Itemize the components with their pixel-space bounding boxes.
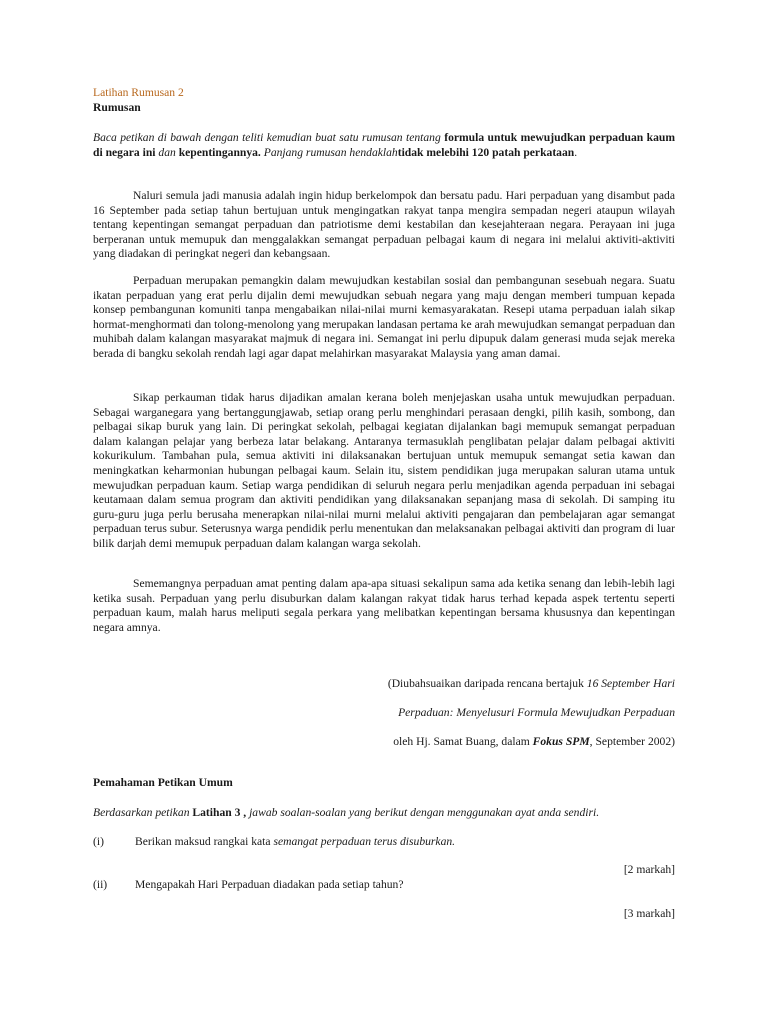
section-title: Rumusan <box>93 101 141 114</box>
passage-paragraph-2: Perpaduan merupakan pemangkin dalam mewujudkan kestabilan sosial dan pembangunan sesebuah negara. Suatu ikatan perpaduan yang erat perlu dijalin demi mewujudkan sebuah negara yang maju dengan memberi tumpuan kepada konsep pembangunan komuniti tanpa mengabaikan nilai-nilai murni kemasyarakatan. Resepi utama perpaduan ialah sikap hormat-menghormati dan tolong-menolong yang merupakan landasan pertama ke arah mewujudkan semangat perpaduan dan muhibah dalam kalangan masyarakat majmuk di negara ini. Semangat ini perlu dipupuk dalam generasi muda sejak mereka berada di bangku sekolah rendah lagi agar dapat melahirkan masyarakat Malaysia yang aman damai. <box>93 274 675 360</box>
question-2-number: (ii) <box>93 878 108 891</box>
source-line-3 <box>93 735 675 750</box>
comprehension-title: Pemahaman Petikan Umum <box>93 776 233 789</box>
comprehension-instr-bold: Latihan 3 , <box>192 806 247 819</box>
exercise-label: Latihan Rumusan 2 <box>93 86 184 99</box>
question-1-plain: Berikan maksud rangkai kata <box>135 835 274 848</box>
comprehension-instr-1: Berdasarkan petikan <box>93 806 193 819</box>
source-author: oleh Hj. Samat Buang, dalam <box>393 735 533 748</box>
passage-paragraph-1: Naluri semula jadi manusia adalah ingin hidup berkelompok dan bersatu padu. Hari perpaduan yang disambut pada 16 September pada setiap tahun bertujuan untuk mengingatkan rakyat tanpa mengira sempadan negeri ataupun wilayah tentang kepentingan semangat perpaduan dan patriotisme demi kestabilan dan kesejahteraan negara. Perayaan ini juga berperanan untuk memupuk dan menggalakkan semangat perpaduan pelbagai kaum di negara ini melalui aktiviti-aktiviti yang diadakan di peringkat negeri dan kebangsaan. <box>93 189 675 261</box>
source-publication: Fokus SPM <box>532 735 590 748</box>
instruction-text-3: Panjang rumusan hendaklah <box>260 145 398 159</box>
comprehension-instruction <box>93 806 675 821</box>
instruction-text-2: dan <box>155 145 179 159</box>
passage-paragraph-4: Sememangnya perpaduan amat penting dalam apa-apa situasi sekalipun sama ada ketika senang dan lebih-lebih lagi ketika susah. Perpaduan yang perlu disuburkan dalam kalangan rakyat tidak harus terhad kepada aspek tertentu seperti perpaduan kaum, malah harus meliputi segala perkara yang melibatkan kepentingan bersama khususnya dan kepentingan negara amnya. <box>93 577 675 634</box>
question-1-number: (i) <box>93 835 104 848</box>
source-text-1: (Diubahsuaikan daripada rencana bertajuk <box>387 677 587 690</box>
instruction-bold-2: kepentingannya. <box>178 145 261 159</box>
instruction-end: . <box>574 145 578 159</box>
passage-paragraph-3: Sikap perkauman tidak harus dijadikan amalan kerana boleh menjejaskan usaha untuk mewujudkan perpaduan. Sebagai warganegara yang bertanggungjawab, setiap orang perlu menghindari perasaan dengki, pilih kasih, sombong, dan pelbagai sikap buruk yang lain. Di peringkat sekolah, pelbagai kegiatan dijalankan bagi memupuk semangat perpaduan dalam kalangan pelajar yang berbeza latar belakang. Antaranya termasuklah penglibatan pelajar dalam pelbagai aktiviti kokurikulum. Tambahan pula, semua aktiviti ini dilaksanakan bertujuan untuk memupuk semangat setia kawan dan meningkatkan keharmonian hubungan pelbagai kaum. Selain itu, sistem pendidikan juga merupakan saluran utama untuk mewujudkan perpaduan kaum. Setiap warga pendidikan di seluruh negara perlu menjadikan agenda perpaduan ini sebagai keutamaan dalam semua program dan aktiviti pendidikan yang dilaksanakan sepanjang masa di sekolah. Di samping itu guru-guru juga perlu berusaha menerapkan nilai-nilai murni melalui aktiviti pengajaran dan pembelajaran agar semangat perpaduan terus subur. Seterusnya warga pendidik perlu menentukan dan melaksanakan pelbagai aktiviti dan program di luar bilik darjah demi memupuk perpaduan dalam kalangan warga sekolah. <box>93 391 675 550</box>
question-2-marks: [3 markah] <box>623 907 675 920</box>
instruction-text-1: Baca petikan di bawah dengan teliti kemudian buat satu rumusan tentang <box>93 131 445 144</box>
source-line-2: Perpaduan: Menyelusuri Formula Mewujudkan Perpaduan <box>398 706 675 719</box>
question-1-text <box>135 835 455 850</box>
source-title-1: 16 September Hari <box>586 677 675 690</box>
question-1-marks: [2 markah] <box>623 863 675 876</box>
source-date: , September 2002) <box>589 735 675 748</box>
comprehension-instr-2: jawab soalan-soalan yang berikut dengan menggunakan ayat anda sendiri. <box>246 806 600 819</box>
question-1-italic: semangat perpaduan terus disuburkan. <box>273 835 456 848</box>
instruction-bold-1: formula untuk mewujudkan perpaduan kaum di negara ini <box>93 131 675 159</box>
source-line-1 <box>93 677 675 692</box>
question-2-text: Mengapakah Hari Perpaduan diadakan pada setiap tahun? <box>135 878 404 891</box>
instruction-bold-3: tidak melebihi 120 patah perkataan <box>397 145 575 159</box>
instruction-paragraph <box>93 131 675 160</box>
